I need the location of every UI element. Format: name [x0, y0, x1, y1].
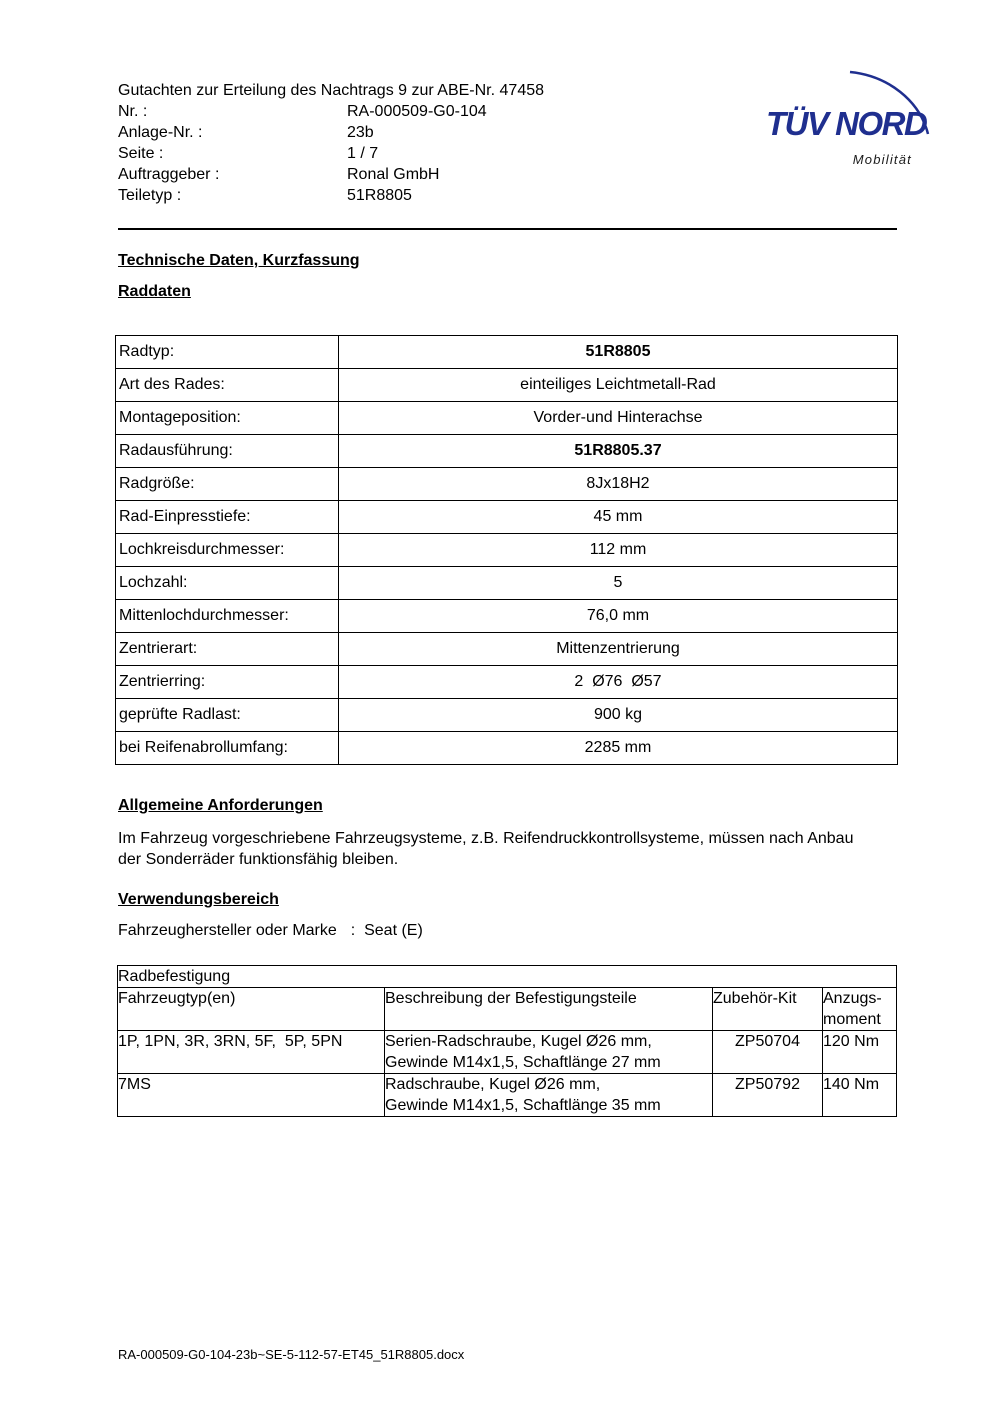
- header-beschreibung: Beschreibung der Befestigungsteile: [385, 988, 713, 1031]
- fahrzeughersteller-value: Seat (E): [364, 922, 423, 939]
- table-row: [116, 369, 898, 402]
- table-row: [116, 699, 898, 732]
- row-value: 51R8805: [339, 336, 898, 369]
- row-value: Vorder-und Hinterachse: [339, 402, 898, 435]
- document-title: Gutachten zur Erteilung des Nachtrags 9 zur ABE-Nr. 47458: [118, 82, 545, 99]
- row-label: Art des Rades:: [116, 369, 339, 402]
- row-label: Montageposition:: [116, 402, 339, 435]
- table-title: Radbefestigung: [118, 966, 897, 988]
- cell-torque: 140 Nm: [823, 1074, 897, 1117]
- header-divider: [118, 228, 897, 230]
- row-value: 2 Ø76 Ø57: [339, 666, 898, 699]
- row-label: Radgröße:: [116, 468, 339, 501]
- table-row: [116, 402, 898, 435]
- row-value: 45 mm: [339, 501, 898, 534]
- row-label: bei Reifenabrollumfang:: [116, 732, 339, 765]
- field-value: 1 / 7: [347, 145, 379, 162]
- row-value: 2285 mm: [339, 732, 898, 765]
- header-zubehoer-kit: Zubehör-Kit: [713, 988, 823, 1031]
- cell-types: 7MS: [118, 1074, 385, 1117]
- field-label: Seite :: [118, 145, 164, 162]
- table-row: [116, 501, 898, 534]
- header-field-nr: [118, 101, 638, 122]
- row-label: Radtyp:: [116, 336, 339, 369]
- row-value: 5: [339, 567, 898, 600]
- table-row: [116, 567, 898, 600]
- row-value: 51R8805.37: [339, 435, 898, 468]
- fahrzeughersteller-label: Fahrzeughersteller oder Marke: [118, 922, 337, 939]
- header-anzugsmoment: [823, 988, 897, 1031]
- row-label: Lochzahl:: [116, 567, 339, 600]
- row-value: 8Jx18H2: [339, 468, 898, 501]
- row-label: Zentrierring:: [116, 666, 339, 699]
- table-header-row: [118, 988, 897, 1031]
- cell-desc-line1: Radschraube, Kugel Ø26 mm,: [385, 1076, 601, 1093]
- row-value: 900 kg: [339, 699, 898, 732]
- raddaten-heading: Raddaten: [118, 283, 191, 300]
- row-label: geprüfte Radlast:: [116, 699, 339, 732]
- header-field-anlage: [118, 122, 638, 143]
- document-header: [118, 80, 638, 206]
- table-row: [116, 336, 898, 369]
- fahrzeughersteller-separator: :: [350, 922, 356, 939]
- logo-brand-text: TÜV NORD: [766, 105, 927, 142]
- header-moment: moment: [823, 1011, 881, 1028]
- field-label: Anlage-Nr. :: [118, 124, 203, 141]
- table-row: [116, 435, 898, 468]
- row-value: einteiliges Leichtmetall-Rad: [339, 369, 898, 402]
- cell-kit: ZP50704: [713, 1031, 823, 1074]
- cell-desc: [385, 1031, 713, 1074]
- cell-kit: ZP50792: [713, 1074, 823, 1117]
- field-label: Auftraggeber :: [118, 166, 220, 183]
- header-field-seite: [118, 143, 638, 164]
- row-label: Mittenlochdurchmesser:: [116, 600, 339, 633]
- table-row: [118, 1031, 897, 1074]
- cell-torque: 120 Nm: [823, 1031, 897, 1074]
- row-value: Mittenzentrierung: [339, 633, 898, 666]
- fahrzeughersteller-line: [118, 922, 423, 940]
- field-label: Nr. :: [118, 103, 148, 120]
- table-row: [116, 633, 898, 666]
- section-title: Technische Daten, Kurzfassung: [118, 252, 360, 269]
- cell-desc-line2: Gewinde M14x1,5, Schaftlänge 35 mm: [385, 1097, 661, 1114]
- table-row: [116, 732, 898, 765]
- table-row: [116, 534, 898, 567]
- header-anzugs: Anzugs-: [823, 990, 882, 1007]
- row-label: Radausführung:: [116, 435, 339, 468]
- field-value: 51R8805: [347, 187, 412, 204]
- row-label: Rad-Einpresstiefe:: [116, 501, 339, 534]
- table-row: [118, 1074, 897, 1117]
- row-value: 76,0 mm: [339, 600, 898, 633]
- allgemein-heading: Allgemeine Anforderungen: [118, 797, 323, 814]
- cell-desc-line1: Serien-Radschraube, Kugel Ø26 mm,: [385, 1033, 652, 1050]
- allgemein-text: Im Fahrzeug vorgeschriebene Fahrzeugsysteme, z.B. Reifendruckkontrollsysteme, müssen nach Anbau der Sonderräder funktionsfähig bleiben.: [118, 830, 854, 868]
- field-value: RA-000509-G0-104: [347, 103, 487, 120]
- header-field-teiletyp: [118, 185, 638, 206]
- field-value: Ronal GmbH: [347, 166, 440, 183]
- field-label: Teiletyp :: [118, 187, 182, 204]
- header-field-auftraggeber: [118, 164, 638, 185]
- logo-sub-text: Mobilität: [852, 152, 912, 167]
- table-row: [116, 600, 898, 633]
- row-label: Zentrierart:: [116, 633, 339, 666]
- field-value: 23b: [347, 124, 374, 141]
- table-row: [116, 666, 898, 699]
- table-row: [116, 468, 898, 501]
- raddaten-table: [115, 335, 898, 765]
- row-label: Lochkreisdurchmesser:: [116, 534, 339, 567]
- header-fahrzeugtyp: Fahrzeugtyp(en): [118, 988, 385, 1031]
- radbefestigung-table: [117, 965, 897, 1117]
- cell-types: 1P, 1PN, 3R, 3RN, 5F, 5P, 5PN: [118, 1031, 385, 1074]
- table-title-row: [118, 966, 897, 988]
- tuv-nord-logo: [760, 56, 945, 176]
- footer-filename: RA-000509-G0-104-23b~SE-5-112-57-ET45_51R8805.docx: [118, 1347, 465, 1362]
- cell-desc: [385, 1074, 713, 1117]
- row-value: 112 mm: [339, 534, 898, 567]
- cell-desc-line2: Gewinde M14x1,5, Schaftlänge 27 mm: [385, 1054, 661, 1071]
- verwendung-heading: Verwendungsbereich: [118, 891, 279, 908]
